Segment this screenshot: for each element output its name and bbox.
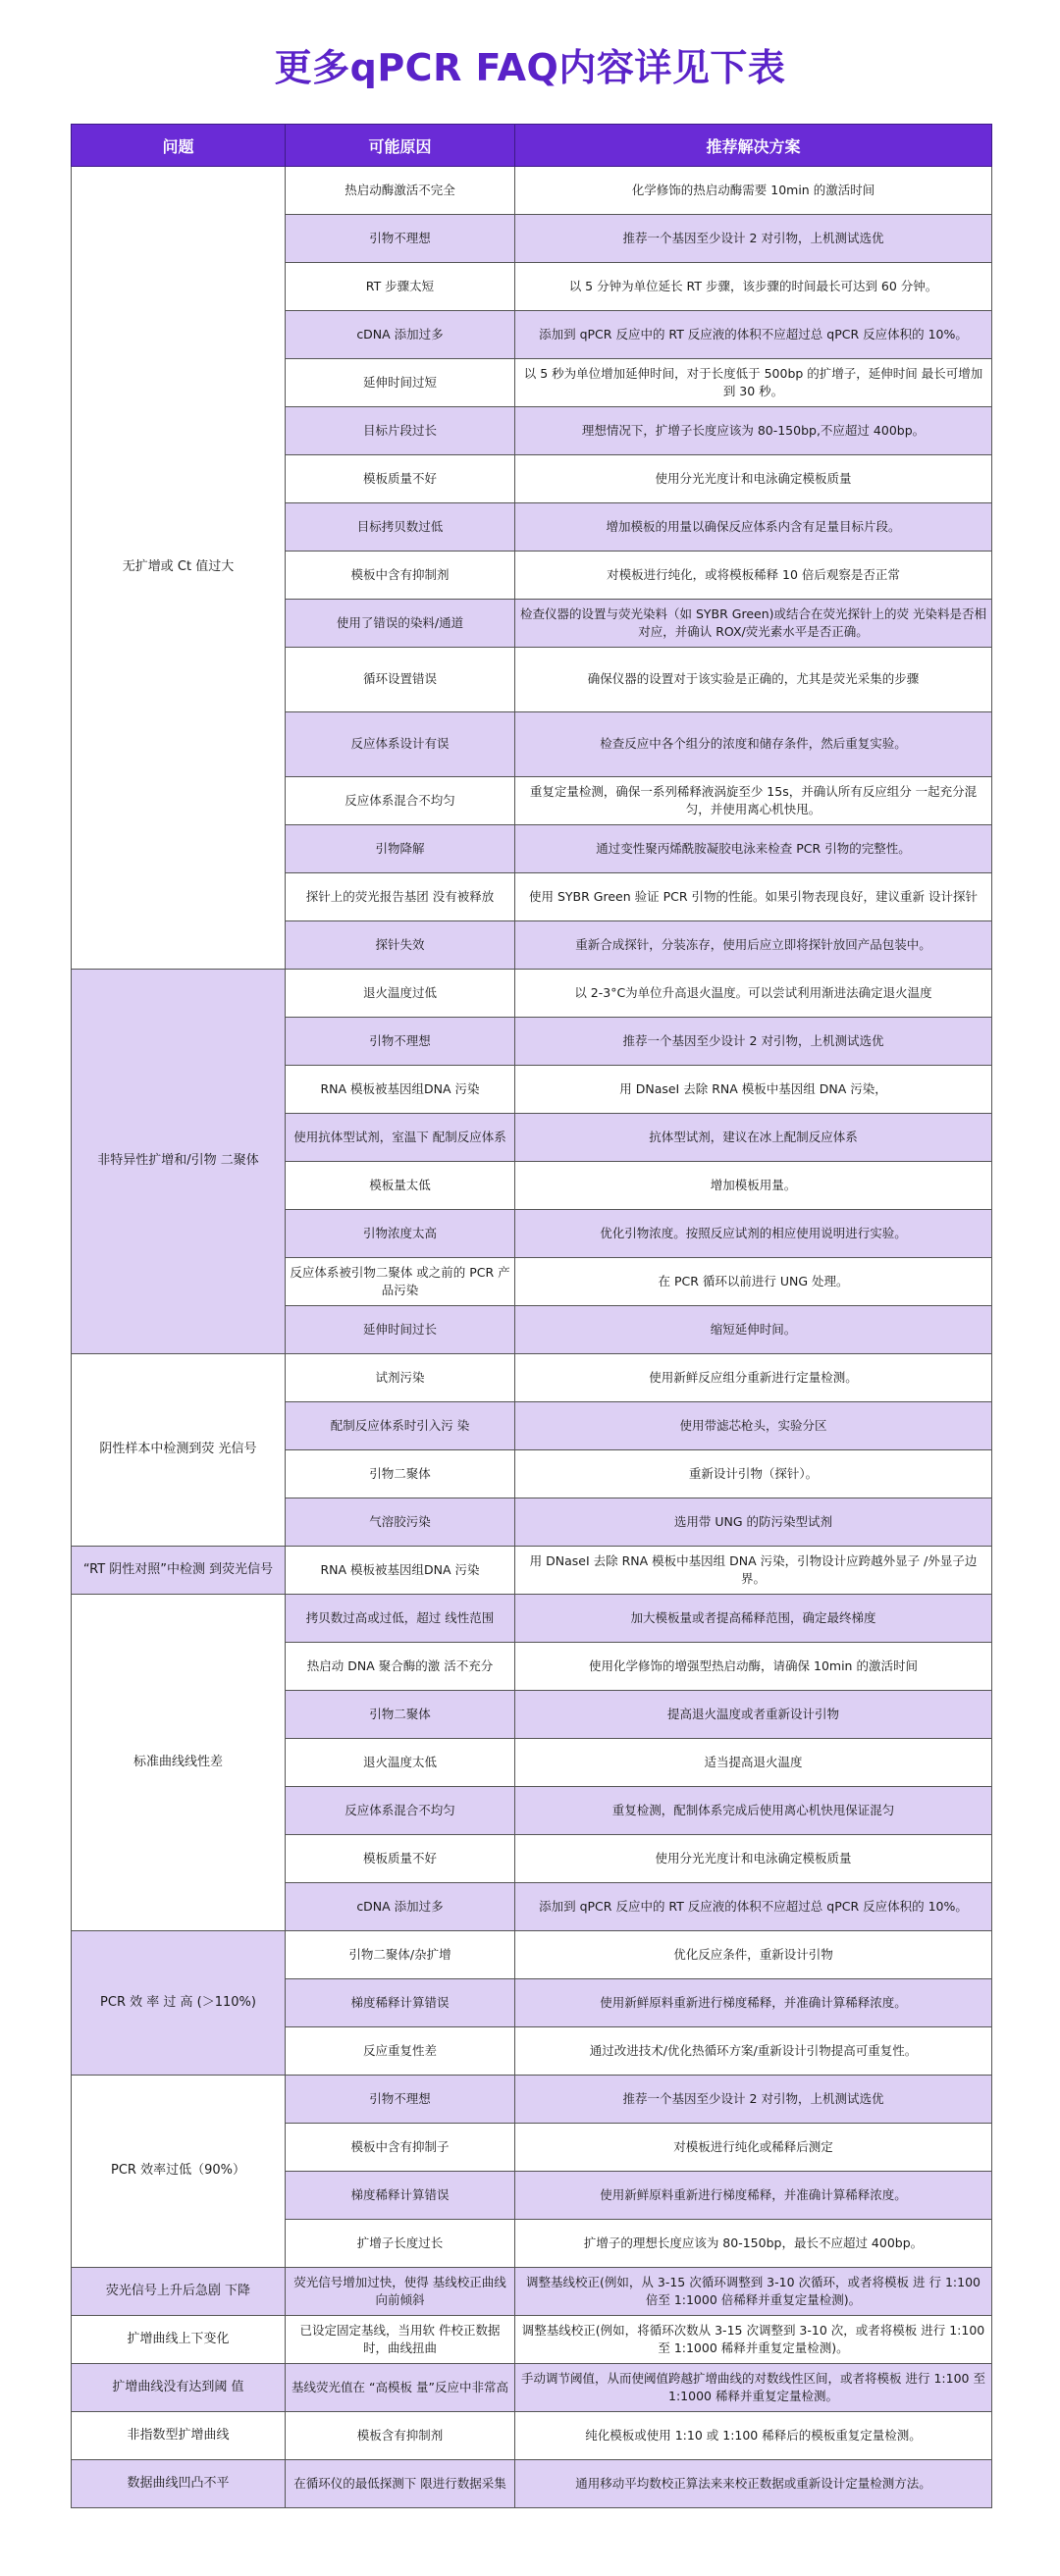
solution-cell: 以 5 分钟为单位延长 RT 步骤，该步骤的时间最长可达到 60 分钟。 [515, 263, 992, 311]
cause-cell: cDNA 添加过多 [286, 1883, 515, 1931]
cause-cell: 引物二聚体 [286, 1450, 515, 1498]
page-title: 更多qPCR FAQ内容详见下表 [274, 46, 786, 89]
solution-cell: 通过变性聚丙烯酰胺凝胶电泳来检查 PCR 引物的完整性。 [515, 825, 992, 873]
solution-cell: 推荐一个基因至少设计 2 对引物，上机测试选优 [515, 215, 992, 263]
header-solution: 推荐解决方案 [515, 125, 992, 167]
solution-cell: 以 2-3°C为单位升高退火温度。可以尝试利用渐进法确定退火温度 [515, 970, 992, 1018]
cause-cell: 模板质量不好 [286, 455, 515, 503]
problem-cell: 无扩增或 Ct 值过大 [72, 167, 286, 970]
solution-cell: 对模板进行纯化或稀释后测定 [515, 2124, 992, 2172]
solution-cell: 抗体型试剂，建议在冰上配制反应体系 [515, 1114, 992, 1162]
cause-cell: 退火温度太低 [286, 1739, 515, 1787]
problem-cell: PCR 效 率 过 高 (＞110%) [72, 1931, 286, 2076]
solution-cell: 优化反应条件，重新设计引物 [515, 1931, 992, 1979]
cause-cell: 试剂污染 [286, 1354, 515, 1402]
cause-cell: 模板质量不好 [286, 1835, 515, 1883]
cause-cell: 荧光信号增加过快，使得 基线校正曲线向前倾斜 [286, 2268, 515, 2316]
cause-cell: 模板中含有抑制子 [286, 2124, 515, 2172]
problem-cell: 数据曲线凹凸不平 [72, 2460, 286, 2508]
cause-cell: 模板中含有抑制剂 [286, 552, 515, 600]
table-row [72, 1547, 992, 1595]
problem-cell: 非特异性扩增和/引物 二聚体 [72, 970, 286, 1354]
solution-cell: 通过改进技术/优化热循环方案/重新设计引物提高可重复性。 [515, 2027, 992, 2076]
table-row [72, 2460, 992, 2508]
cause-cell: 使用了错误的染料/通道 [286, 600, 515, 648]
solution-cell: 推荐一个基因至少设计 2 对引物，上机测试选优 [515, 2076, 992, 2124]
table-row [72, 2316, 992, 2364]
cause-cell: 使用抗体型试剂，室温下 配制反应体系 [286, 1114, 515, 1162]
cause-cell: 引物二聚体/杂扩增 [286, 1931, 515, 1979]
cause-cell: 引物降解 [286, 825, 515, 873]
header-cause: 可能原因 [286, 125, 515, 167]
solution-cell: 添加到 qPCR 反应中的 RT 反应液的体积不应超过总 qPCR 反应体积的 10%。 [515, 311, 992, 359]
cause-cell: 反应体系设计有误 [286, 712, 515, 777]
solution-cell: 重复定量检测，确保一系列稀释液涡旋至少 15s，并确认所有反应组分 一起充分混匀，并使用离心机快甩。 [515, 777, 992, 825]
cause-cell: 梯度稀释计算错误 [286, 1979, 515, 2027]
cause-cell: 拷贝数过高或过低，超过 线性范围 [286, 1595, 515, 1643]
solution-cell: 通用移动平均数校正算法来来校正数据或重新设计定量检测方法。 [515, 2460, 992, 2508]
problem-cell: 标准曲线线性差 [72, 1595, 286, 1931]
problem-cell: 扩增曲线上下变化 [72, 2316, 286, 2364]
solution-cell: 选用带 UNG 的防污染型试剂 [515, 1498, 992, 1547]
solution-cell: 扩增子的理想长度应该为 80-150bp，最长不应超过 400bp。 [515, 2220, 992, 2268]
cause-cell: 目标片段过长 [286, 407, 515, 455]
solution-cell: 检查反应中各个组分的浓度和储存条件，然后重复实验。 [515, 712, 992, 777]
cause-cell: 基线荧光值在 “高模板 量”反应中非常高 [286, 2364, 515, 2412]
solution-cell: 加大模板量或者提高稀释范围，确定最终梯度 [515, 1595, 992, 1643]
cause-cell: 延伸时间过短 [286, 359, 515, 407]
solution-cell: 确保仪器的设置对于该实验是正确的，尤其是荧光采集的步骤 [515, 648, 992, 712]
cause-cell: RNA 模板被基因组DNA 污染 [286, 1547, 515, 1595]
problem-cell: 荧光信号上升后急剧 下降 [72, 2268, 286, 2316]
cause-cell: 在循环仪的最低探测下 限进行数据采集 [286, 2460, 515, 2508]
solution-cell: 调整基线校正(例如，从 3-15 次循环调整到 3-10 次循环，或者将模板 进 行 1:100 倍至 1:1000 倍稀释并重复定量检测)。 [515, 2268, 992, 2316]
problem-cell: 扩增曲线没有达到阈 值 [72, 2364, 286, 2412]
solution-cell: 重新设计引物（探针）。 [515, 1450, 992, 1498]
solution-cell: 对模板进行纯化，或将模板稀释 10 倍后观察是否正常 [515, 552, 992, 600]
solution-cell: 重新合成探针，分装冻存，使用后应立即将探针放回产品包装中。 [515, 921, 992, 970]
solution-cell: 使用 SYBR Green 验证 PCR 引物的性能。如果引物表现良好，建议重新 设计探针 [515, 873, 992, 921]
cause-cell: 反应体系混合不均匀 [286, 777, 515, 825]
table-row [72, 1354, 992, 1402]
cause-cell: 模板量太低 [286, 1162, 515, 1210]
cause-cell: 热启动酶激活不完全 [286, 167, 515, 215]
solution-cell: 调整基线校正(例如，将循环次数从 3-15 次调整到 3-10 次，或者将模板 进行 1:100 至 1:1000 稀释并重复定量检测)。 [515, 2316, 992, 2364]
cause-cell: RT 步骤太短 [286, 263, 515, 311]
cause-cell: 反应重复性差 [286, 2027, 515, 2076]
table-row [72, 2076, 992, 2124]
cause-cell: 热启动 DNA 聚合酶的激 活不充分 [286, 1643, 515, 1691]
table-row [72, 970, 992, 1018]
cause-cell: 循环设置错误 [286, 648, 515, 712]
solution-cell: 使用带滤芯枪头，实验分区 [515, 1402, 992, 1450]
table-row [72, 167, 992, 215]
solution-cell: 理想情况下，扩增子长度应该为 80-150bp,不应超过 400bp。 [515, 407, 992, 455]
solution-cell: 在 PCR 循环以前进行 UNG 处理。 [515, 1258, 992, 1306]
cause-cell: 目标拷贝数过低 [286, 503, 515, 552]
problem-cell: 阴性样本中检测到荧 光信号 [72, 1354, 286, 1547]
solution-cell: 推荐一个基因至少设计 2 对引物，上机测试选优 [515, 1018, 992, 1066]
solution-cell: 增加模板的用量以确保反应体系内含有足量目标片段。 [515, 503, 992, 552]
problem-cell: “RT 阴性对照”中检测 到荧光信号 [72, 1547, 286, 1595]
cause-cell: 反应体系被引物二聚体 或之前的 PCR 产品污染 [286, 1258, 515, 1306]
cause-cell: 引物二聚体 [286, 1691, 515, 1739]
solution-cell: 化学修饰的热启动酶需要 10min 的激活时间 [515, 167, 992, 215]
table-row [72, 2268, 992, 2316]
cause-cell: 引物浓度太高 [286, 1210, 515, 1258]
faq-table [71, 124, 992, 2508]
solution-cell: 使用化学修饰的增强型热启动酶，请确保 10min 的激活时间 [515, 1643, 992, 1691]
solution-cell: 提高退火温度或者重新设计引物 [515, 1691, 992, 1739]
table-header-row [72, 125, 992, 167]
cause-cell: 引物不理想 [286, 215, 515, 263]
cause-cell: 延伸时间过长 [286, 1306, 515, 1354]
table-row [72, 1931, 992, 1979]
table-row [72, 2412, 992, 2460]
solution-cell: 用 DNaseI 去除 RNA 模板中基因组 DNA 污染，引物设计应跨越外显子 /外显子边界。 [515, 1547, 992, 1595]
cause-cell: RNA 模板被基因组DNA 污染 [286, 1066, 515, 1114]
cause-cell: 已设定固定基线，当用软 件校正数据时，曲线扭曲 [286, 2316, 515, 2364]
solution-cell: 以 5 秒为单位增加延伸时间，对于长度低于 500bp 的扩增子，延伸时间 最长可增加到 30 秒。 [515, 359, 992, 407]
solution-cell: 使用新鲜原料重新进行梯度稀释，并准确计算稀释浓度。 [515, 2172, 992, 2220]
header-problem: 问题 [72, 125, 286, 167]
solution-cell: 使用分光光度计和电泳确定模板质量 [515, 1835, 992, 1883]
cause-cell: 配制反应体系时引入污 染 [286, 1402, 515, 1450]
solution-cell: 使用新鲜反应组分重新进行定量检测。 [515, 1354, 992, 1402]
problem-cell: PCR 效率过低（90%） [72, 2076, 286, 2268]
cause-cell: cDNA 添加过多 [286, 311, 515, 359]
solution-cell: 纯化模板或使用 1:10 或 1:100 稀释后的模板重复定量检测。 [515, 2412, 992, 2460]
cause-cell: 探针失效 [286, 921, 515, 970]
solution-cell: 用 DNaseI 去除 RNA 模板中基因组 DNA 污染， [515, 1066, 992, 1114]
problem-cell: 非指数型扩增曲线 [72, 2412, 286, 2460]
cause-cell: 模板含有抑制剂 [286, 2412, 515, 2460]
cause-cell: 引物不理想 [286, 1018, 515, 1066]
cause-cell: 气溶胶污染 [286, 1498, 515, 1547]
table-row [72, 2364, 992, 2412]
cause-cell: 退火温度过低 [286, 970, 515, 1018]
table-row [72, 1595, 992, 1643]
cause-cell: 反应体系混合不均匀 [286, 1787, 515, 1835]
cause-cell: 扩增子长度过长 [286, 2220, 515, 2268]
solution-cell: 缩短延伸时间。 [515, 1306, 992, 1354]
solution-cell: 手动调节阈值，从而使阈值跨越扩增曲线的对数线性区间，或者将模板 进行 1:100 至 1:1000 稀释并重复定量检测。 [515, 2364, 992, 2412]
solution-cell: 添加到 qPCR 反应中的 RT 反应液的体积不应超过总 qPCR 反应体积的 10%。 [515, 1883, 992, 1931]
solution-cell: 优化引物浓度。按照反应试剂的相应使用说明进行实验。 [515, 1210, 992, 1258]
table-body [72, 167, 992, 2508]
solution-cell: 重复检测，配制体系完成后使用离心机快甩保证混匀 [515, 1787, 992, 1835]
solution-cell: 检查仪器的设置与荧光染料（如 SYBR Green)或结合在荧光探针上的荧 光染料是否相对应，并确认 ROX/荧光素水平是否正确。 [515, 600, 992, 648]
cause-cell: 梯度稀释计算错误 [286, 2172, 515, 2220]
solution-cell: 适当提高退火温度 [515, 1739, 992, 1787]
solution-cell: 增加模板用量。 [515, 1162, 992, 1210]
solution-cell: 使用新鲜原料重新进行梯度稀释，并准确计算稀释浓度。 [515, 1979, 992, 2027]
cause-cell: 引物不理想 [286, 2076, 515, 2124]
cause-cell: 探针上的荧光报告基团 没有被释放 [286, 873, 515, 921]
solution-cell: 使用分光光度计和电泳确定模板质量 [515, 455, 992, 503]
